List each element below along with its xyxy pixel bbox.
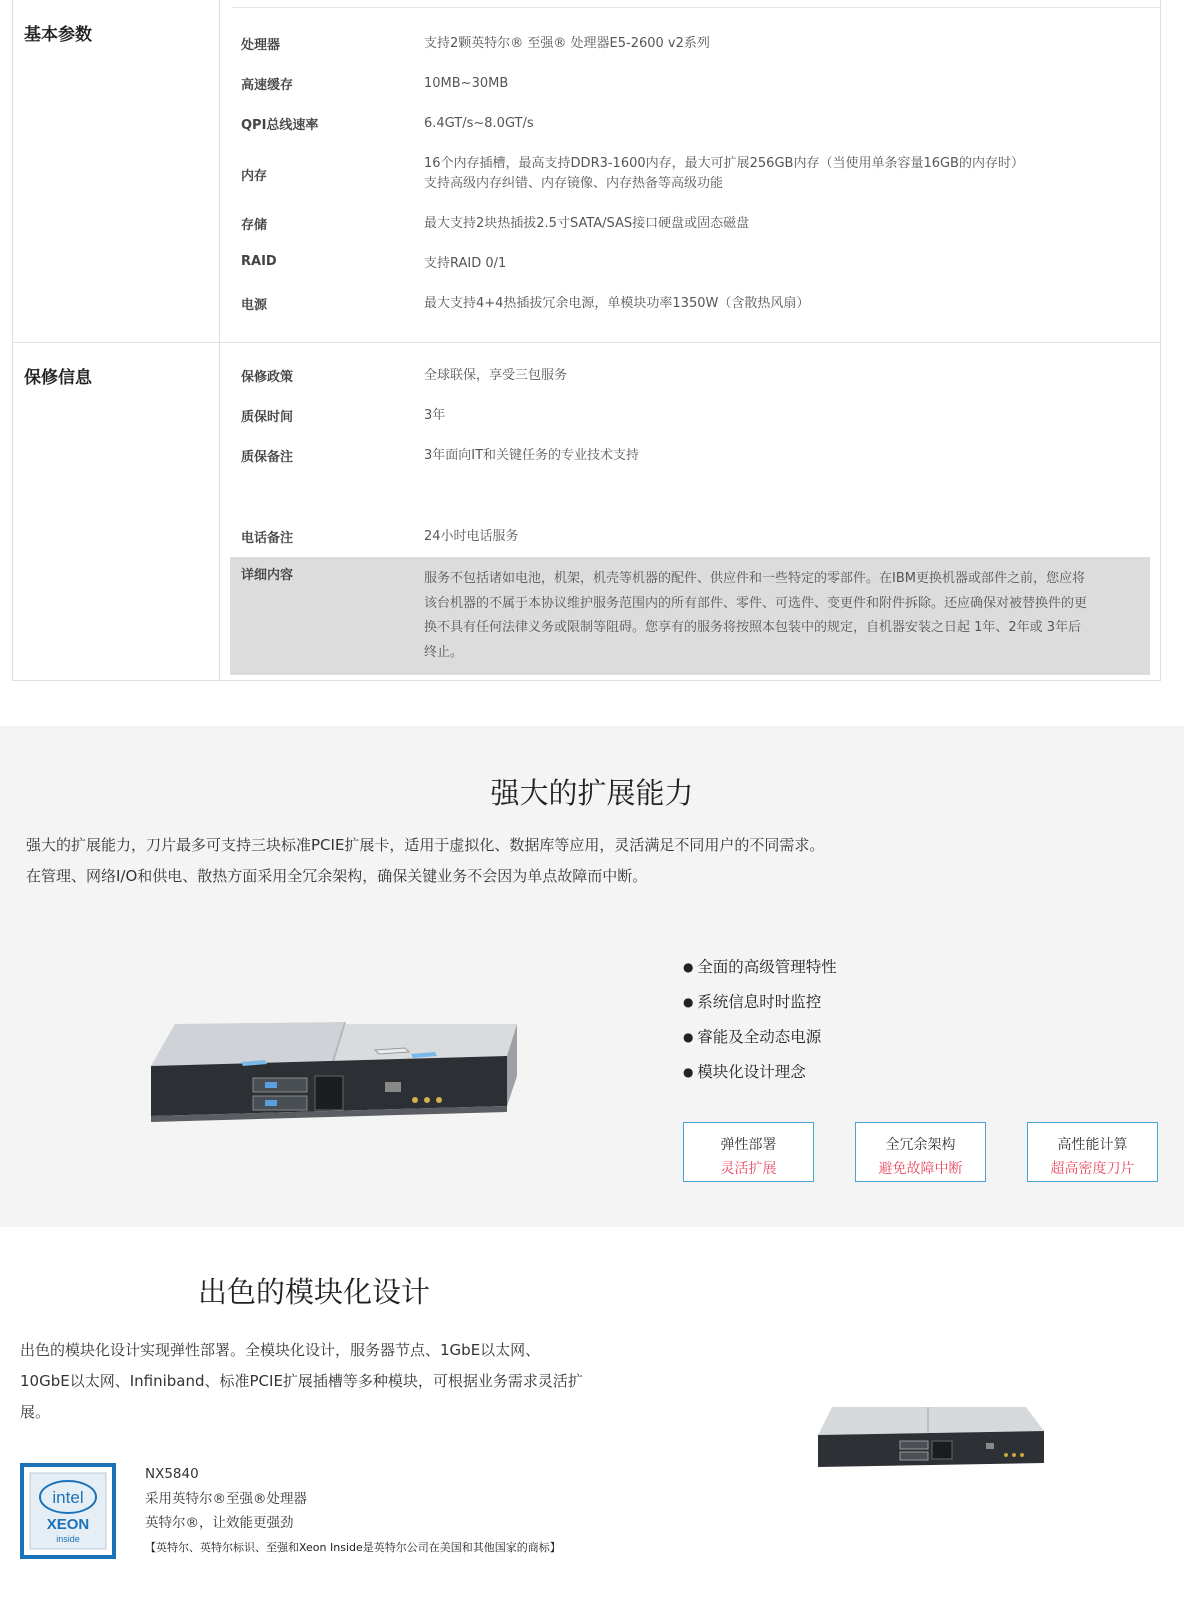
- spec-row-cpu: 处理器 支持2颗英特尔® 至强® 处理器E5-2600 v2系列: [241, 36, 710, 53]
- feature-box-redundant[interactable]: 全冗余架构 避免故障中断: [855, 1122, 986, 1182]
- divider: [232, 7, 1160, 8]
- spec-row-memory: 内存 16个内存插槽，最高支持DDR3-1600内存，最大可扩展256GB内存（当使用单条容量16GB的内存时） 支持高级内存纠错、内存镜像、内存热备等高级功能: [241, 156, 1024, 191]
- feature-box-hpc[interactable]: 高性能计算 超高密度刀片: [1027, 1122, 1158, 1182]
- intel-info: NX5840 采用英特尔®至强®处理器 英特尔®，让效能更强劲 【英特尔、英特尔标识、至强和Xeon Inside是英特尔公司在美国和其他国家的商标】: [145, 1462, 561, 1560]
- list-item: ● 系统信息时时监控: [683, 987, 837, 1022]
- spec-row-power: 电源 最大支持4+4热插拔冗余电源，单模块功率1350W（含散热风扇）: [241, 296, 810, 313]
- group-title-warranty: 保修信息: [13, 343, 220, 680]
- spec-row-cache: 高速缓存 10MB~30MB: [241, 76, 509, 93]
- intel-xeon-inside-logo: [20, 1463, 116, 1559]
- svg-text:intel: intel: [52, 1488, 84, 1507]
- spec-row-detail: 详细内容 服务不包括诸如电池，机架，机壳等机器的配件、供应件和一些特定的零部件。在IBM更换机器或部件之前，您应将 该台机器的不属于本协议维护服务范围内的所有部件、零件、可选件、变更件和附件拆除。还应确保对被替换件的更 换不具有任何法律义务或限制等阻碍。您享有的服务将按照本包装中的规定，自机器安装之日起 1年、2年或 3年后 终止。: [230, 557, 1150, 675]
- feature-box-flexible[interactable]: 弹性部署 灵活扩展: [683, 1122, 814, 1182]
- spec-row-period: 质保时间 3年: [241, 408, 446, 425]
- spec-row-phone-note: 电话备注 24小时电话服务: [241, 529, 519, 546]
- spec-row-qpi: QPI总线速率 6.4GT/s~8.0GT/s: [241, 116, 534, 133]
- spec-row-raid: RAID 支持RAID 0/1: [241, 254, 507, 271]
- blade-server-image: [145, 1014, 517, 1144]
- product-model: NX5840: [145, 1466, 199, 1482]
- spec-table: [12, 0, 1161, 681]
- spec-row-storage: 存储 最大支持2块热插拔2.5寸SATA/SAS接口硬盘或固态磁盘: [241, 216, 750, 233]
- trademark-note: 【英特尔、英特尔标识、至强和Xeon Inside是英特尔公司在美国和其他国家的商标】: [145, 1540, 561, 1554]
- spec-row-policy: 保修政策 全球联保，享受三包服务: [241, 368, 568, 385]
- list-item: ● 睿能及全动态电源: [683, 1022, 837, 1057]
- expansion-section: [0, 726, 1184, 1227]
- spec-group-warranty: [13, 343, 1160, 680]
- section-title-expansion: 强大的扩展能力: [490, 776, 694, 810]
- group-title-basic: 基本参数: [13, 0, 220, 342]
- list-item: ● 全面的高级管理特性: [683, 952, 837, 987]
- spec-group-basic: [13, 0, 1160, 343]
- svg-text:inside: inside: [56, 1534, 80, 1544]
- modular-description: 出色的模块化设计实现弹性部署。全模块化设计，服务器节点、1GbE以太网、 10GbE以太网、Infiniband、标准PCIE扩展插槽等多种模块，可根据业务需求灵活扩 展。: [20, 1341, 583, 1421]
- svg-text:XEON: XEON: [46, 1516, 90, 1533]
- expansion-description: 强大的扩展能力，刀片最多可支持三块标准PCIE扩展卡，适用于虚拟化、数据库等应用，灵活满足不同用户的不同需求。 在管理、网络I/O和供电、散热方面采用全冗余架构，确保关键业务不会因为单点故障而中断。: [26, 836, 825, 885]
- spec-row-warranty-note: 质保备注 3年面向IT和关键任务的专业技术支持: [241, 448, 640, 465]
- list-item: ● 模块化设计理念: [683, 1057, 837, 1092]
- section-title-modular: 出色的模块化设计: [198, 1275, 431, 1309]
- server-chassis-image: [816, 1405, 1048, 1471]
- feature-bullet-list: [683, 952, 837, 1092]
